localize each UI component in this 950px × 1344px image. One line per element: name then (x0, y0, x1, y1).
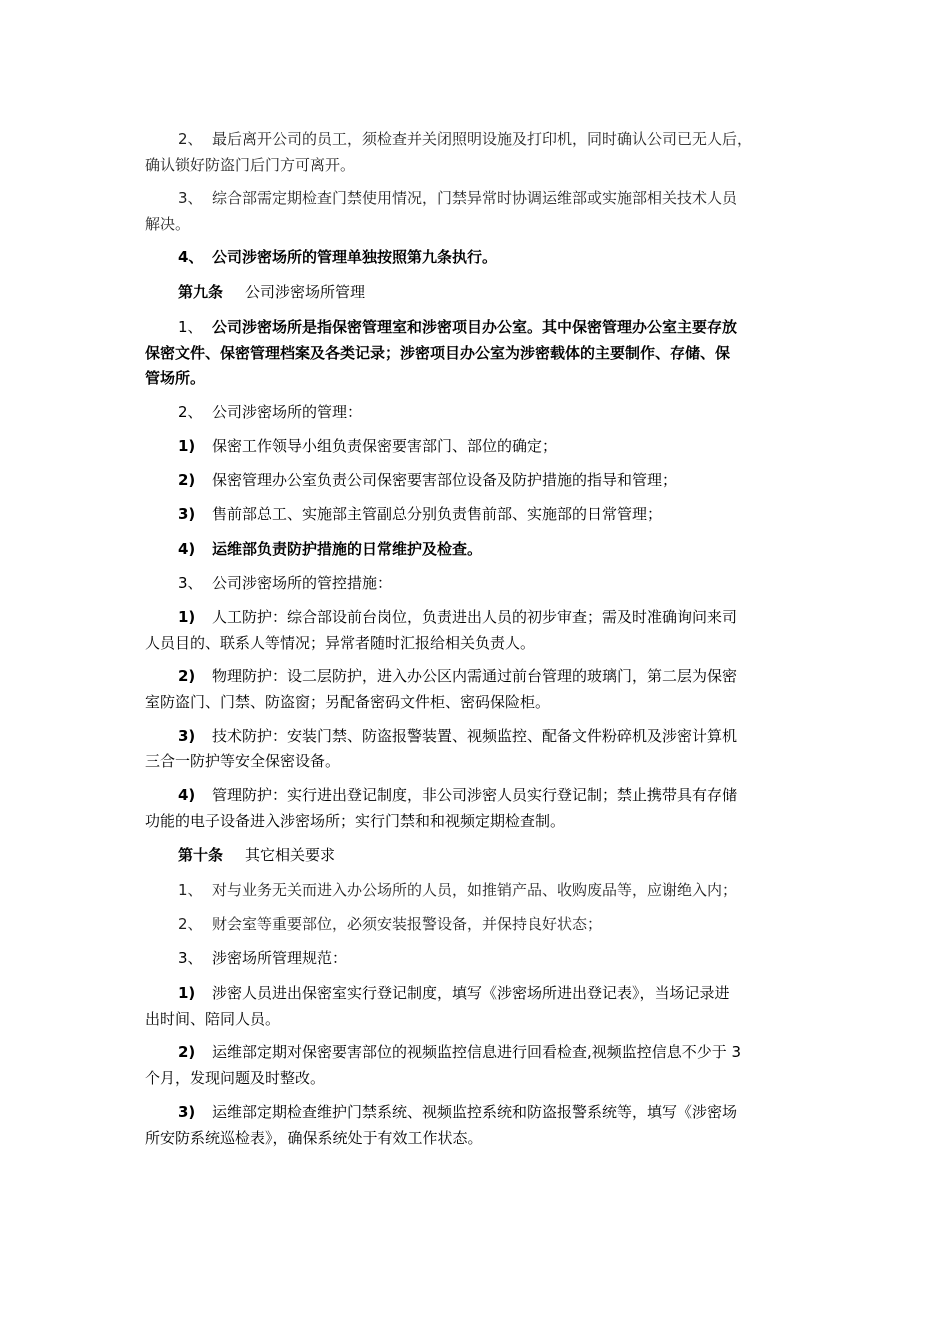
paragraph-text: 功能的电子设备进入涉密场所；实行门禁和和视频定期检查制。 (145, 812, 566, 830)
list-marker: 1、 (178, 881, 203, 899)
paragraph-text: 物理防护：设二层防护，进入办公区内需通过前台管理的玻璃门，第二层为保密 (212, 667, 738, 685)
paragraph-text: 三合一防护等安全保密设备。 (145, 752, 341, 770)
paragraph-text: 财会室等重要部位，必须安装报警设备，并保持良好状态； (212, 915, 603, 933)
paragraph-text: 技术防护：安装门禁、防盗报警装置、视频监控、配备文件粉碎机及涉密计算机 (212, 727, 738, 745)
paragraph-text: 保密工作领导小组负责保密要害部门、部位的确定； (212, 437, 558, 455)
paragraph-text: 售前部总工、实施部主管副总分别负责售前部、实施部的日常管理； (212, 505, 663, 523)
list-marker: 2) (178, 667, 196, 685)
paragraph-text: 保密文件、保密管理档案及各类记录；涉密项目办公室为涉密载体的主要制作、存储、保 (145, 344, 731, 362)
paragraph-text: 管理防护：实行进出登记制度，非公司涉密人员实行登记制；禁止携带具有存储 (212, 786, 738, 804)
paragraph-text: 管场所。 (145, 369, 206, 387)
list-marker: 2、 (178, 403, 203, 421)
paragraph-text: 涉密场所管理规范： (212, 949, 348, 967)
paragraph-text: 室防盗门、门禁、防盗窗；另配备密码文件柜、密码保险柜。 (145, 693, 551, 711)
paragraph-text: 所安防系统巡检表》，确保系统处于有效工作状态。 (145, 1129, 483, 1147)
article-number: 第九条 (178, 283, 224, 301)
list-marker: 3、 (178, 189, 203, 207)
paragraph-text: 公司涉密场所的管理： (212, 403, 363, 421)
paragraph-text: 出时间、陪同人员。 (145, 1010, 281, 1028)
paragraph-text: 运维部负责防护措施的日常维护及检查。 (212, 540, 483, 558)
list-marker: 2、 (178, 130, 203, 148)
article-number: 第十条 (178, 846, 224, 864)
list-marker: 3、 (178, 949, 203, 967)
list-marker: 3) (178, 1103, 196, 1121)
list-marker: 4) (178, 786, 196, 804)
paragraph-text: 人工防护：综合部设前台岗位，负责进出人员的初步审查；需及时准确询问来司 (212, 608, 738, 626)
paragraph-text: 最后离开公司的员工，须检查并关闭照明设施及打印机，同时确认公司已无人后， (212, 130, 753, 148)
paragraph-text: 运维部定期检查维护门禁系统、视频监控系统和防盗报警系统等，填写《涉密场 (212, 1103, 738, 1121)
list-marker: 2) (178, 471, 196, 489)
paragraph-text: 综合部需定期检查门禁使用情况，门禁异常时协调运维部或实施部相关技术人员 (212, 189, 738, 207)
list-marker: 3、 (178, 574, 203, 592)
list-marker: 2) (178, 1043, 196, 1061)
list-marker: 1) (178, 437, 196, 455)
paragraph-text: 运维部定期对保密要害部位的视频监控信息进行回看检查,视频监控信息不少于 3 (212, 1043, 742, 1061)
paragraph-text: 确认锁好防盗门后门方可离开。 (145, 156, 356, 174)
paragraph-text: 涉密人员进出保密室实行登记制度，填写《涉密场所进出登记表》，当场记录进 (212, 984, 730, 1002)
paragraph-text: 公司涉密场所的管理单独按照第九条执行。 (212, 248, 498, 266)
article-title: 公司涉密场所管理 (245, 283, 366, 301)
paragraph-text: 人员目的、联系人等情况；异常者随时汇报给相关负责人。 (145, 634, 536, 652)
paragraph-text: 对与业务无关而进入办公场所的人员，如推销产品、收购废品等，应谢绝入内； (212, 881, 738, 899)
list-marker: 3) (178, 505, 196, 523)
paragraph-text: 公司涉密场所的管控措施： (212, 574, 393, 592)
list-marker: 1) (178, 608, 196, 626)
list-marker: 1) (178, 984, 196, 1002)
paragraph-text: 保密管理办公室负责公司保密要害部位设备及防护措施的指导和管理； (212, 471, 678, 489)
list-marker: 3) (178, 727, 196, 745)
list-marker: 1、 (178, 318, 203, 336)
paragraph-text: 解决。 (145, 215, 191, 233)
article-title: 其它相关要求 (245, 846, 336, 864)
paragraph-text: 个月，发现问题及时整改。 (145, 1069, 326, 1087)
list-marker: 2、 (178, 915, 203, 933)
paragraph-text: 公司涉密场所是指保密管理室和涉密项目办公室。其中保密管理办公室主要存放 (212, 318, 738, 336)
list-marker: 4) (178, 540, 196, 558)
list-marker: 4、 (178, 248, 204, 266)
